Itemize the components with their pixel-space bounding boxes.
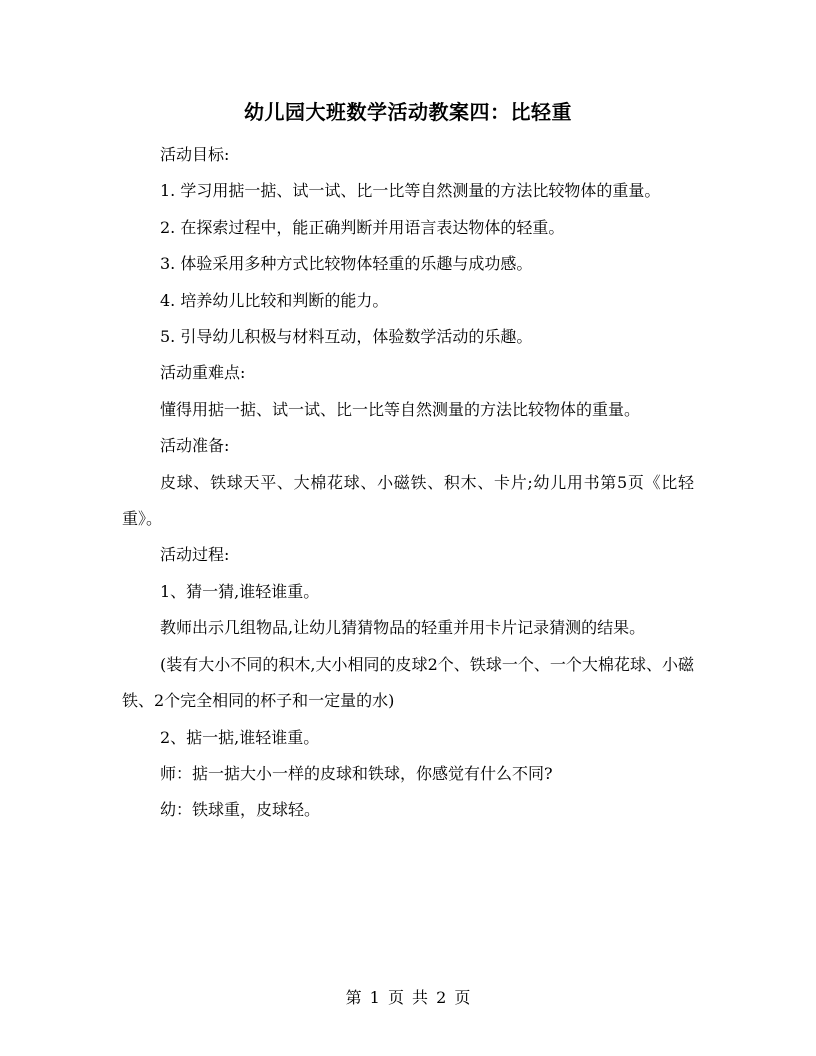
heading-activity-goals: 活动目标: [160, 145, 230, 164]
goal-item-1: 1. 学习用掂一掂、试一试、比一比等自然测量的方法比较物体的重量。 [160, 181, 661, 201]
child-line: 幼：铁球重，皮球轻。 [160, 800, 321, 820]
document-body [122, 137, 694, 829]
page-number: 第 1 页 共 2 页 [345, 988, 471, 1007]
process-step-1-text: 教师出示几组物品,让幼儿猜猜物品的轻重并用卡片记录猜测的结果。 [160, 618, 646, 638]
goal-item-4: 4. 培养幼儿比较和判断的能力。 [160, 290, 389, 310]
goal-item-5: 5. 引导幼儿积极与材料互动，体验数学活动的乐趣。 [160, 327, 533, 347]
key-points-text: 懂得用掂一掂、试一试、比一比等自然测量的方法比较物体的重量。 [160, 399, 641, 419]
document-title: 幼儿园大班数学活动教案四：比轻重 [244, 100, 572, 124]
heading-preparation: 活动准备: [160, 436, 230, 456]
preparation-text: 皮球、铁球天平、大棉花球、小磁铁、积木、卡片;幼儿用书第5页《比轻重》。 [122, 472, 694, 529]
process-step-1-materials: (装有大小不同的积木,大小相同的皮球2个、铁球一个、一个大棉花球、小磁铁、2个完全相同的杯子和一定量的水) [122, 654, 694, 711]
heading-key-points: 活动重难点: [160, 363, 246, 383]
heading-process: 活动过程: [160, 545, 230, 565]
goal-item-3: 3. 体验采用多种方式比较物体轻重的乐趣与成功感。 [160, 254, 533, 274]
process-step-2: 2、掂一掂,谁轻谁重。 [160, 727, 320, 747]
goal-item-2: 2. 在探索过程中，能正确判断并用语言表达物体的轻重。 [160, 217, 565, 237]
process-step-1: 1、猜一猜,谁轻谁重。 [160, 581, 320, 601]
teacher-line: 师：掂一掂大小一样的皮球和铁球，你感觉有什么不同? [160, 763, 553, 783]
